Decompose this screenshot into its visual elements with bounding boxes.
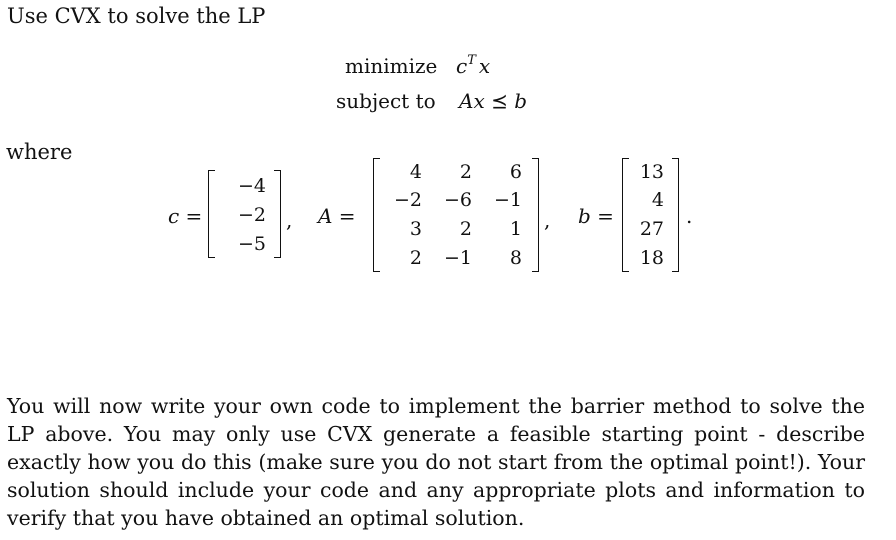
constraint-lhs: Ax: [459, 89, 485, 113]
objective: [456, 53, 491, 78]
a-entry: −2: [393, 189, 422, 211]
a-entry: 8: [509, 247, 522, 269]
objective-transpose: T: [467, 53, 476, 68]
b-label: b =: [578, 204, 614, 228]
a-entry: 4: [409, 161, 422, 183]
c-trailing-comma: ,: [286, 208, 293, 232]
a-trailing-comma: ,: [544, 208, 551, 232]
c-entry: −2: [237, 204, 266, 226]
a-right-bracket: [532, 158, 539, 272]
b-right-bracket: [672, 158, 679, 272]
a-entry: 1: [509, 218, 522, 240]
a-entry: 2: [459, 218, 472, 240]
c-left-bracket: [208, 170, 215, 258]
constraint-rhs: b: [514, 89, 528, 113]
c-label: c =: [168, 204, 203, 228]
minimize-label: minimize: [345, 54, 438, 78]
b-entry: 13: [639, 161, 664, 183]
a-entry: 2: [409, 247, 422, 269]
b-entry: 27: [639, 218, 664, 240]
subject-to-label: subject to: [336, 89, 436, 113]
a-entry: 6: [509, 161, 522, 183]
where-label: where: [6, 140, 73, 164]
a-entry: −1: [443, 247, 472, 269]
instructions-paragraph: You will now write your own code to implement the barrier method to solve the LP above. You may only use CVX generate a feasible starting point - describe exactly how you do this (make sure you do not start from the optimal point!). Your solution should include your code and any appropriate plots and information to verify that you have obtained an optimal solution.: [7, 394, 865, 530]
a-entry: 2: [459, 161, 472, 183]
heading: Use CVX to solve the LP: [7, 4, 266, 28]
a-entry: −1: [493, 189, 522, 211]
c-right-bracket: [274, 170, 281, 258]
b-entry: 4: [651, 189, 664, 211]
a-entry: 3: [409, 218, 422, 240]
a-label: A =: [318, 204, 356, 228]
a-entry: −6: [443, 189, 472, 211]
c-entry: −5: [237, 233, 266, 255]
constraint: [459, 91, 527, 111]
b-trailing-period: .: [686, 204, 693, 228]
c-entry: −4: [237, 175, 266, 197]
constraint-operator: ⪯: [491, 89, 508, 113]
objective-base: c: [456, 54, 468, 78]
objective-var: x: [478, 54, 491, 78]
b-entry: 18: [639, 247, 664, 269]
a-left-bracket: [373, 158, 380, 272]
